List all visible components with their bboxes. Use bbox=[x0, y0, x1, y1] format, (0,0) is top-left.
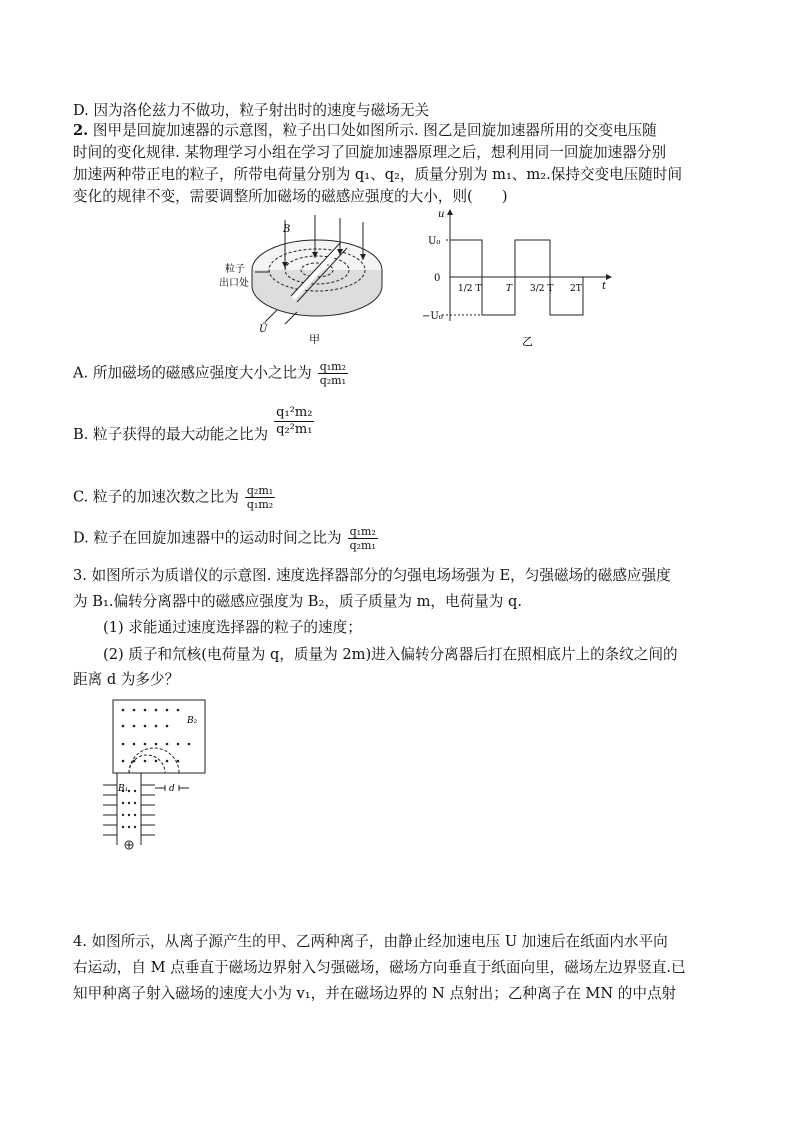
cyclotron-figure bbox=[215, 210, 390, 350]
u-axis-label: u bbox=[438, 209, 445, 220]
q1-option-d: D. 因为洛伦兹力不做功，粒子射出时的速度与磁场无关 bbox=[73, 102, 430, 119]
q2-stem-line-2: 时间的变化规律. 某物理学习小组在学习了回旋加速器原理之后，想利用同一回旋加速器分别 bbox=[73, 144, 667, 161]
option-c-den: q₁m₂ bbox=[246, 498, 274, 511]
q4-line-3: 知甲种离子射入磁场的速度大小为 v₁，并在磁场边界的 N 点射出；乙种离子在 MN 的中点射 bbox=[73, 985, 677, 1002]
q4-line-1: 4. 如图所示，从离子源产生的甲、乙两种离子，由静止经加速电压 U 加速后在纸面内水平向 bbox=[73, 933, 668, 950]
port-label-1: 粒子 bbox=[225, 264, 245, 275]
neg-u0-label: −U₀ bbox=[422, 311, 443, 322]
mass-spectrometer-figure bbox=[95, 695, 225, 855]
q3-line-2: 为 B₁.偏转分离器中的磁感应强度为 B₂，质子质量为 m，电荷量为 q. bbox=[73, 593, 523, 610]
q2-number: 2. bbox=[73, 122, 89, 139]
q2-stem-line-3: 加速两种带正电的粒子，所带电荷量分别为 q₁、q₂，质量分别为 m₁、m₂.保持交变电压随时间 bbox=[73, 166, 683, 183]
q3-line-1: 3. 如图所示为质谱仪的示意图. 速度选择器部分的匀强电场场强为 E，匀强磁场的磁感应强度 bbox=[73, 567, 671, 584]
fig-yi-label: 乙 bbox=[522, 335, 533, 348]
option-b-num: q₁²m₂ bbox=[276, 404, 313, 420]
tick-3half-t: 3/2 T bbox=[530, 284, 554, 294]
b1-label: B₁ bbox=[118, 784, 129, 794]
tick-half-t: 1/2 T bbox=[458, 284, 482, 294]
q4-line-2: 右运动，自 M 点垂直于磁场边界射入匀强磁场，磁场方向垂直于纸面向里，磁场左边界竖直.已 bbox=[73, 959, 686, 976]
option-a-den: q₂m₁ bbox=[319, 374, 347, 387]
tick-t: T bbox=[506, 284, 513, 294]
q2-stem-text-1: 图甲是回旋加速器的示意图，粒子出口处如图所示. 图乙是回旋加速器所用的交变电压随 bbox=[92, 122, 657, 139]
option-d-den: q₂m₁ bbox=[349, 539, 376, 552]
option-a-text: A. 所加磁场的磁感应强度大小之比为 bbox=[73, 364, 312, 382]
tick-2t: 2T bbox=[570, 284, 582, 294]
q2-option-b bbox=[73, 404, 314, 445]
q2-option-d bbox=[73, 525, 378, 552]
q2-option-c bbox=[73, 484, 275, 511]
voltage-graph bbox=[420, 205, 620, 350]
q2-option-a bbox=[73, 360, 348, 387]
q2-stem-line-4: 变化的规律不变，需要调整所加磁场的磁感应强度的大小，则( ) bbox=[73, 188, 508, 205]
voltage-label: Ũ bbox=[259, 324, 268, 335]
d-label: d bbox=[169, 784, 175, 794]
option-c-text: C. 粒子的加速次数之比为 bbox=[73, 488, 239, 506]
u0-label: U₀ bbox=[428, 236, 441, 247]
option-b-den: q₂²m₁ bbox=[276, 421, 313, 437]
q2-stem-line-1 bbox=[73, 121, 657, 141]
q3-sub2-line-2: 距离 d 为多少？ bbox=[73, 671, 180, 688]
t-axis-label: t bbox=[602, 281, 607, 292]
option-d-text: D. 粒子在回旋加速器中的运动时间之比为 bbox=[73, 529, 342, 547]
option-c-num: q₂m₁ bbox=[246, 484, 274, 497]
b-field-label: B bbox=[283, 224, 291, 235]
q3-sub2-line-1: (2) 质子和氘核(电荷量为 q，质量为 2m)进入偏转分离器后打在照相底片上的条纹之间的 bbox=[103, 646, 678, 663]
option-d-num: q₁m₂ bbox=[349, 525, 376, 538]
zero-label: 0 bbox=[434, 273, 441, 284]
b2-label: B₂ bbox=[187, 716, 198, 726]
option-b-text: B. 粒子获得的最大动能之比为 bbox=[73, 426, 269, 443]
q3-sub1: (1) 求能通过速度选择器的粒子的速度； bbox=[103, 619, 362, 636]
option-a-num: q₁m₂ bbox=[319, 360, 347, 373]
port-label-2: 出口处 bbox=[219, 278, 249, 289]
fig-jia-label: 甲 bbox=[309, 333, 320, 346]
